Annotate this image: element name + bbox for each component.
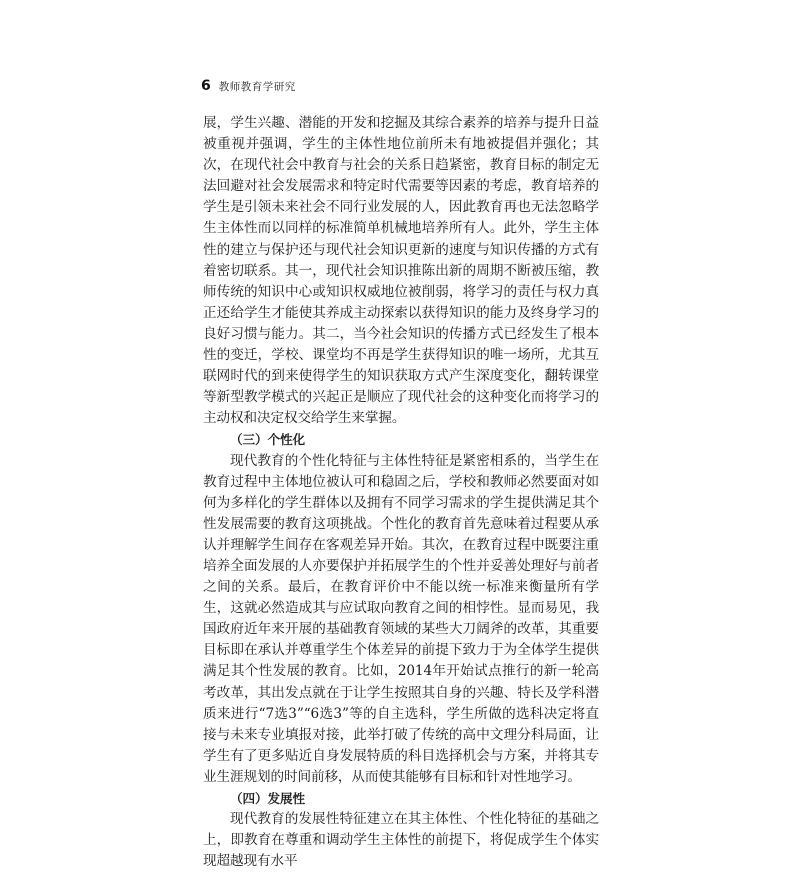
paragraph-continuation: 展，学生兴趣、潜能的开发和挖掘及其综合素养的培养与提升日益被重视并强调，学生的主体性地位前所未有地被提倡并强化；其次，在现代社会中教育与社会的关系日趋紧密，教育目标的制定无法回避对社会发展需求和特定时代需要等因素的考虑，教育培养的学生是引领未来社会不同行业发展的人，因此教育再也无法忽略学生主体性而以同样的标准简单机械地培养所有人。此外，学生主体性的建立与保护还与现代社会知识更新的速度与知识传播的方式有着密切联系。其一，现代社会知识推陈出新的周期不断被压缩，教师传统的知识中心或知识权威地位被削弱，将学习的责任与权力真正还给学生才能使其养成主动探索以获得知识的能力及终身学习的良好习惯与能力。其二，当今社会知识的传播方式已经发生了根本性的变迁，学校、课堂均不再是学生获得知识的唯一场所，尤其互联网时代的到来使得学生的知识获取方式产生深度变化，翻转课堂等新型教学模式的兴起正是顺应了现代社会的这种变化而将学习的主动权和决定权交给学生来掌握。 (203, 115, 599, 427)
running-header (201, 78, 296, 98)
page-number: 6 (201, 78, 211, 94)
paragraph-development: 现代教育的发展性特征建立在其主体性、个性化特征的基础之上，即教育在尊重和调动学生主体性的前提下，将促成学生个体实现超越现有水平 (203, 811, 599, 870)
paragraph-individualization: 现代教育的个性化特征与主体性特征是紧密相系的，当学生在教育过程中主体地位被认可和稳固之后，学校和教师必然要面对如何为多样化的学生群体以及拥有不同学习需求的学生提供满足其个性发展需要的教育这项挑战。个性化的教育首先意味着过程要从承认并理解学生间存在客观差异开始。其次，在教育过程中既要注重培养全面发展的人亦要保护并拓展学生的个性并妥善处理好与前者之间的关系。最后，在教育评价中不能以统一标准来衡量所有学生，这就必然造成其与应试取向教育之间的相悖性。显而易见，我国政府近年来开展的基础教育领域的某些大刀阔斧的改革，其重要目标即在承认并尊重学生个体差异的前提下致力于为全体学生提供满足其个性发展的教育。比如，2014年开始试点推行的新一轮高考改革，其出发点就在于让学生按照其自身的兴趣、特长及学科潜质来进行“7选3”“6选3”等的自主选科，学生所做的选科决定将直接与未来专业填报对接，此举打破了传统的高中文理分科局面，让学生有了更多贴近自身发展特质的科目选择机会与方案，并将其专业生涯规划的时间前移，从而使其能够有目标和针对性地学习。 (203, 452, 599, 785)
section-heading-development: （四）发展性 (230, 791, 305, 806)
section-heading-individualization: （三）个性化 (230, 432, 305, 448)
body-text (203, 113, 599, 872)
book-title: 教师教育学研究 (218, 81, 296, 93)
